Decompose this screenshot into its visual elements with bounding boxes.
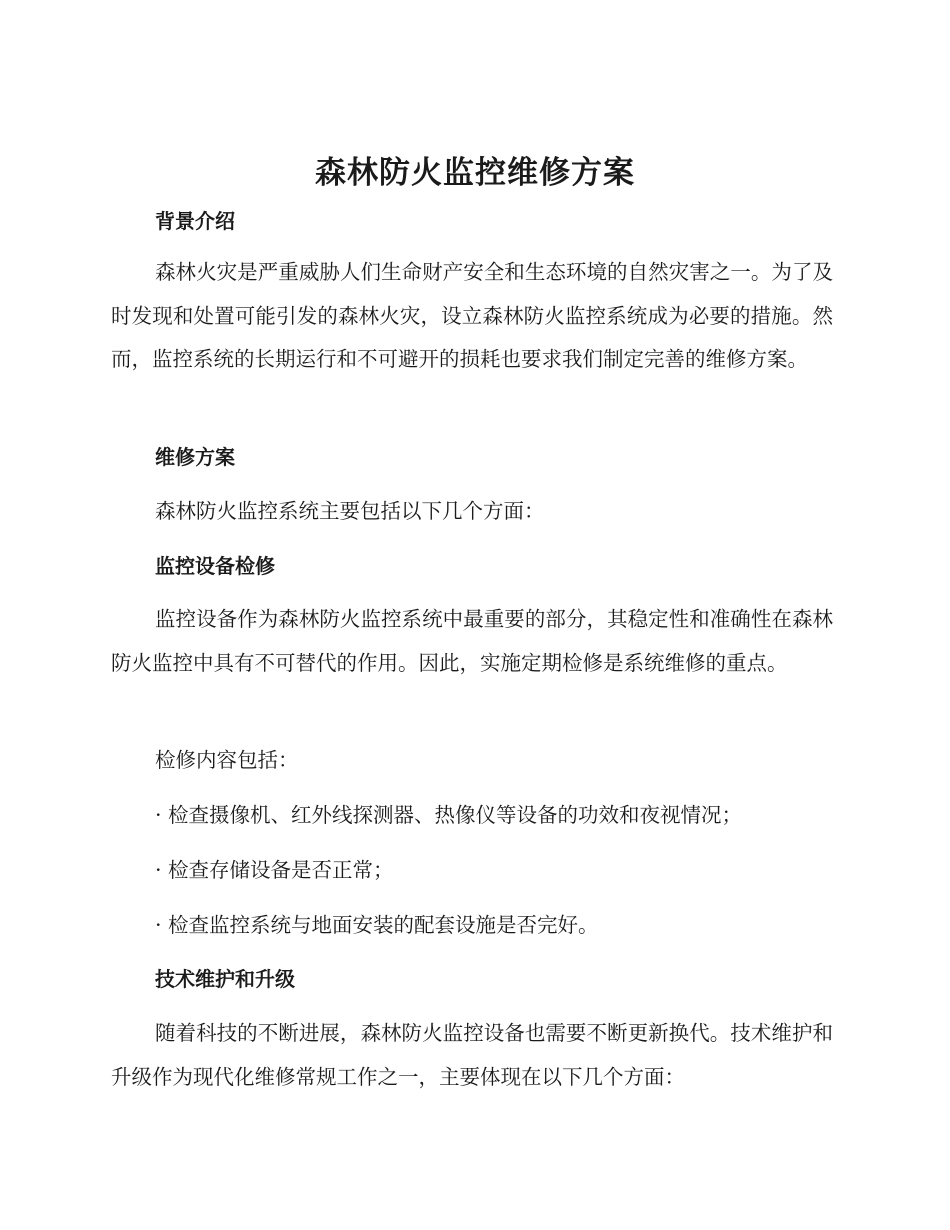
section-heading-inspection: 监控设备检修	[155, 554, 275, 578]
section-heading-tech: 技术维护和升级	[155, 967, 295, 991]
document-title: 森林防火监控维修方案	[315, 155, 635, 191]
inspection-list-intro: 检修内容包括：	[155, 748, 299, 772]
plan-intro-text: 森林防火监控系统主要包括以下几个方面：	[155, 499, 545, 523]
inspection-paragraph: 监控设备作为森林防火监控系统中最重要的部分，其稳定性和准确性在森林防火监控中具有不可替代的作用。因此，实施定期检修是系统维修的重点。	[111, 607, 833, 675]
tech-paragraph: 随着科技的不断进展，森林防火监控设备也需要不断更新换代。技术维护和升级作为现代化维修常规工作之一，主要体现在以下几个方面：	[111, 1021, 833, 1089]
section-heading-background: 背景介绍	[155, 209, 235, 233]
section-heading-plan: 维修方案	[155, 445, 235, 469]
background-paragraph: 森林火灾是严重威胁人们生命财产安全和生态环境的自然灾害之一。为了及时发现和处置可能引发的森林火灾，设立森林防火监控系统成为必要的措施。然而，监控系统的长期运行和不可避开的损耗也要求我们制定完善的维修方案。	[111, 260, 833, 371]
list-item: · 检查存储设备是否正常；	[155, 858, 394, 882]
list-item: · 检查监控系统与地面安装的配套设施是否完好。	[155, 913, 599, 937]
list-item: · 检查摄像机、红外线探测器、热像仪等设备的功效和夜视情况；	[155, 803, 743, 827]
